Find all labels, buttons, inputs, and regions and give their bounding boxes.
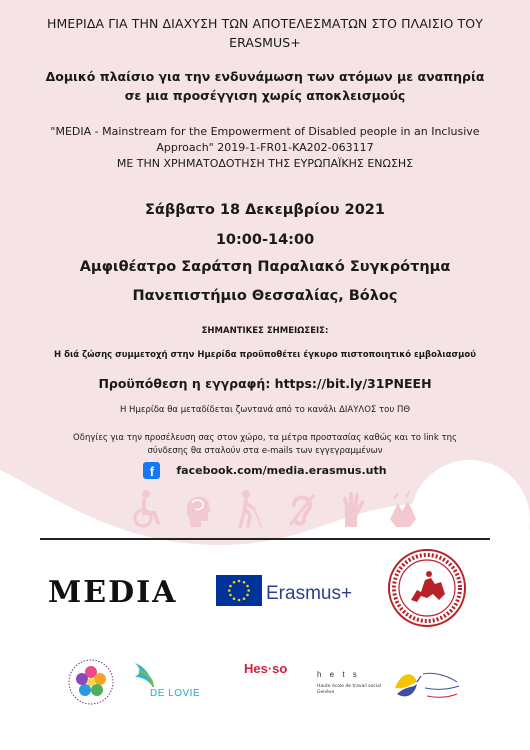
event-time: 10:00-14:00 bbox=[215, 232, 315, 248]
stream-note: Η Ημερίδα θα μεταδίδεται ζωντανά από το κανάλι ΔΙΑΥΛΟΣ του ΠΘ bbox=[119, 405, 411, 415]
delovie-logo-text: DE LOVIE bbox=[150, 688, 201, 699]
directions-note: Οδηγίες για την προσέλευση σας στον χώρο, τα μέτρα προστασίας καθώς και το link της σύνδεσης θα σταλούν στα e-mails των εγγεγραμμένων bbox=[73, 433, 457, 456]
facebook-icon: f bbox=[143, 462, 160, 479]
registration-link[interactable]: Προϋπόθεση η εγγραφή: https://bit.ly/31PNEEH bbox=[98, 376, 432, 391]
event-date: Σάββατο 18 Δεκεμβρίου 2021 bbox=[145, 202, 385, 218]
vaccination-note: Η διά ζώσης συμμετοχή στην Ημερίδα προϋποθέτει έγκυρο πιστοποιητικό εμβολιασμού bbox=[54, 350, 476, 360]
facebook-row[interactable] bbox=[0, 462, 530, 479]
eu-flag-icon bbox=[216, 575, 262, 606]
hes-so-logo: Hes·so bbox=[244, 661, 288, 676]
project-description bbox=[0, 124, 530, 172]
erasmus-logo-text: Erasmus+ bbox=[266, 583, 353, 604]
wheelchair-icon bbox=[130, 489, 164, 529]
event-title: ΗΜΕΡΙΔΑ ΓΙΑ ΤΗΝ ΔΙΑΧΥΣΗ ΤΩΝ ΑΠΟΤΕΛΕΣΜΑΤΩΝ ΣΤΟ ΠΛΑΙΣΙΟ ΤΟΥ ERASMUS+ bbox=[47, 16, 483, 50]
media-logo: MEDIA bbox=[48, 575, 178, 610]
hets-logo: h e t s bbox=[317, 670, 360, 679]
deaf-ear-icon bbox=[284, 489, 318, 529]
project-name: "MEDIA - Mainstream for the Empowerment of Disabled people in an Inclusive Approach" 2019-1-FR01-KA202-063117 bbox=[50, 125, 480, 154]
sign-hand-icon bbox=[335, 489, 369, 529]
funding-line: ΜΕ ΤΗΝ ΧΡΗΜΑΤΟΔΟΤΗΣΗ ΤΗΣ ΕΥΡΩΠΑΪΚΗΣ ΕΝΩΣΗΣ bbox=[116, 157, 414, 170]
papillons-blancs-logo-icon bbox=[387, 660, 467, 708]
disability-icons bbox=[130, 487, 420, 529]
event-subtitle: Δομικό πλαίσιο για την ενδυνάμωση των ατόμων με αναπηρία σε μια προσέγγιση χωρίς αποκλεισμούς bbox=[45, 69, 485, 103]
partner-flower-logo-icon bbox=[66, 657, 116, 707]
venue-line-2: Πανεπιστήμιο Θεσσαλίας, Βόλος bbox=[132, 288, 398, 304]
hets-subtitle: Haute école de travail social Genève bbox=[317, 684, 382, 695]
hands-icon bbox=[386, 489, 420, 529]
notes-heading: ΣΗΜΑΝΤΙΚΕΣ ΣΗΜΕΙΩΣΕΙΣ: bbox=[201, 326, 329, 336]
head-brain-icon bbox=[181, 489, 215, 529]
university-seal-icon bbox=[387, 548, 467, 628]
venue-line-1: Αμφιθέατρο Σαράτση Παραλιακό Συγκρότημα bbox=[79, 259, 451, 275]
blind-person-icon bbox=[232, 489, 266, 529]
facebook-link[interactable]: facebook.com/media.erasmus.uth bbox=[176, 464, 387, 477]
section-divider bbox=[40, 538, 490, 540]
